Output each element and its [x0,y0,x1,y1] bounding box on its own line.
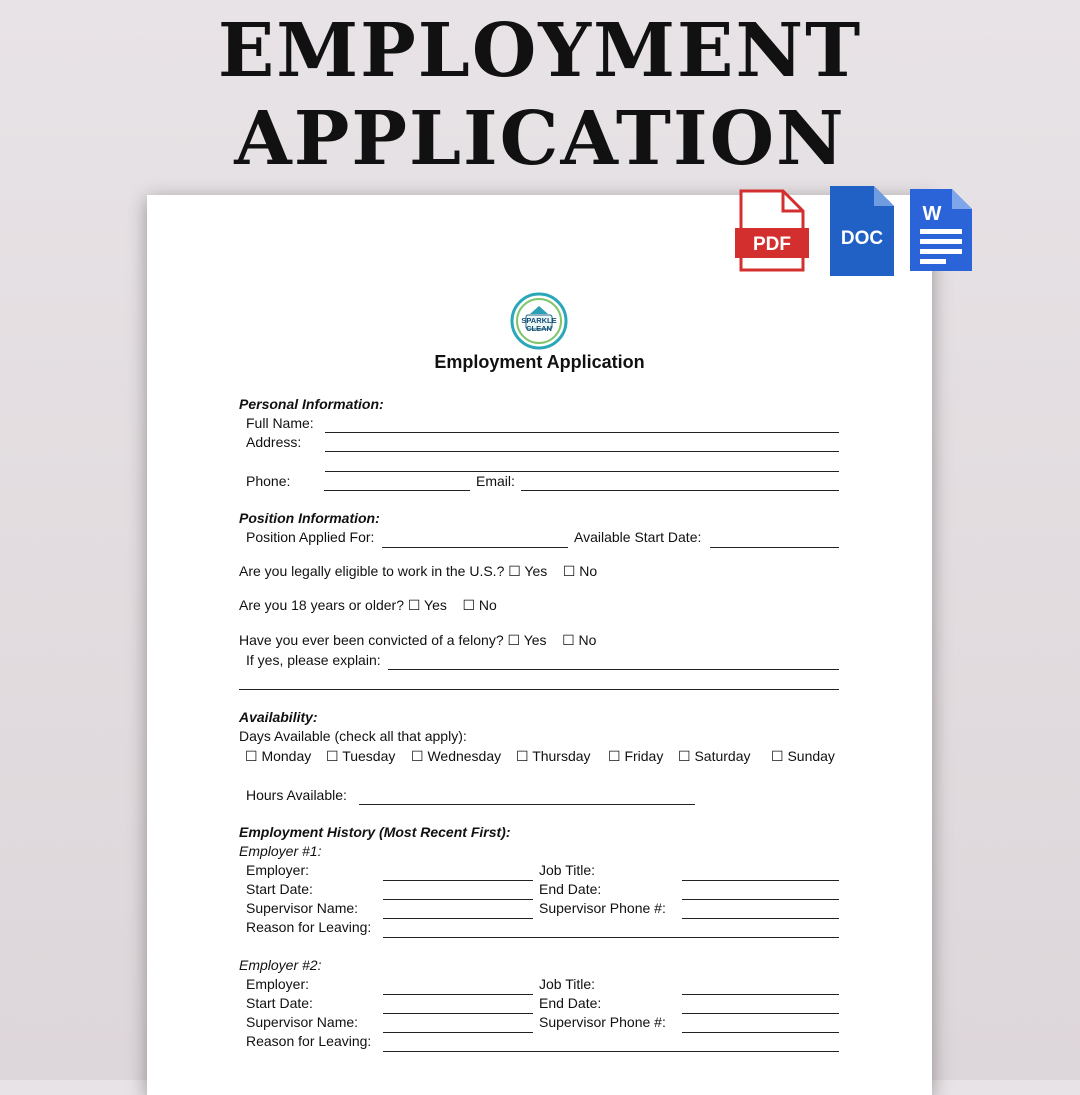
start-date-label: Available Start Date: [574,529,702,545]
explain-label: If yes, please explain: [246,652,381,668]
sparkle-clean-logo [510,292,568,350]
email-field[interactable] [521,490,839,491]
address-field-1[interactable] [325,451,839,452]
day-wednesday[interactable]: ☐ Wednesday [411,748,502,764]
phone-label: Phone: [246,473,291,489]
form-sheet [147,195,932,1095]
employer-2-label: Employer #2: [239,957,322,973]
age-question[interactable]: Are you 18 years or older? ☐ Yes ☐ No [239,597,497,613]
employer-2-reason-label: Reason for Leaving: [246,1033,372,1049]
email-label: Email: [476,473,515,489]
employer-1-label: Employer #1: [239,843,322,859]
start-date-field[interactable] [710,547,839,548]
employer-1-reason-label: Reason for Leaving: [246,919,372,935]
history-heading: Employment History (Most Recent First): [239,824,511,840]
employer-2-job-title-label: Job Title: [539,976,596,992]
employer-1-supervisor-field[interactable] [383,918,533,919]
pdf-label: PDF [753,234,791,255]
day-sunday[interactable]: ☐ Sunday [771,748,835,764]
banner-title-line1: EMPLOYMENT [217,8,863,94]
employer-2-sup-phone-label: Supervisor Phone #: [539,1014,666,1030]
full-name-field[interactable] [325,432,839,433]
logo-text-line2: CLEAN [526,324,552,333]
day-friday[interactable]: ☐ Friday [608,748,664,764]
employer-1-job-title-label: Job Title: [539,862,596,878]
employer-1-start-field[interactable] [383,899,533,900]
employer-2-employer-field[interactable] [383,994,533,995]
employer-2-sup-phone-field[interactable] [682,1032,839,1033]
personal-heading: Personal Information: [239,396,384,412]
availability-heading: Availability: [239,709,318,725]
eligible-question[interactable]: Are you legally eligible to work in the U.S.? ☐ Yes ☐ No [239,563,598,579]
employer-1-reason-field[interactable] [383,937,839,938]
employer-1-end-label: End Date: [539,881,602,897]
position-applied-label: Position Applied For: [246,529,375,545]
employer-2-start-field[interactable] [383,1013,533,1014]
word-label: W [922,203,942,225]
hours-available-field[interactable] [359,804,695,805]
employer-1-sup-phone-field[interactable] [682,918,839,919]
employer-2-job-title-field[interactable] [682,994,839,995]
word-doc-icon [908,189,974,273]
phone-field[interactable] [324,490,470,491]
employer-1-sup-phone-label: Supervisor Phone #: [539,900,666,916]
hours-available-label: Hours Available: [246,787,347,803]
employer-1-employer-field[interactable] [383,880,533,881]
employer-2-supervisor-label: Supervisor Name: [246,1014,359,1030]
address-field-2[interactable] [325,471,839,472]
doc-file-icon [826,186,896,278]
day-saturday[interactable]: ☐ Saturday [678,748,751,764]
employer-1-start-label: Start Date: [246,881,313,897]
logo-text-line1: SPARKLE [521,316,557,325]
days-available-label: Days Available (check all that apply): [239,728,467,744]
employer-1-employer-label: Employer: [246,862,310,878]
address-label: Address: [246,434,302,450]
full-name-label: Full Name: [246,415,314,431]
day-thursday[interactable]: ☐ Thursday [516,748,591,764]
felony-question[interactable]: Have you ever been convicted of a felony? ☐ Yes ☐ No [239,632,597,648]
employer-2-reason-field[interactable] [383,1051,839,1052]
employer-2-start-label: Start Date: [246,995,313,1011]
form-title: Employment Application [434,352,645,372]
position-heading: Position Information: [239,510,380,526]
doc-label: DOC [840,228,884,249]
position-applied-field[interactable] [382,547,568,548]
day-monday[interactable]: ☐ Monday [245,748,312,764]
day-tuesday[interactable]: ☐ Tuesday [326,748,396,764]
explain-field-2[interactable] [239,689,839,690]
employer-1-job-title-field[interactable] [682,880,839,881]
employer-2-employer-label: Employer: [246,976,310,992]
employer-2-supervisor-field[interactable] [383,1032,533,1033]
pdf-file-icon [733,188,809,274]
employer-2-end-field[interactable] [682,1013,839,1014]
employer-1-end-field[interactable] [682,899,839,900]
banner-title-line2: APPLICATION [234,96,846,182]
explain-field-1[interactable] [388,669,839,670]
employer-2-end-label: End Date: [539,995,602,1011]
employer-1-supervisor-label: Supervisor Name: [246,900,359,916]
